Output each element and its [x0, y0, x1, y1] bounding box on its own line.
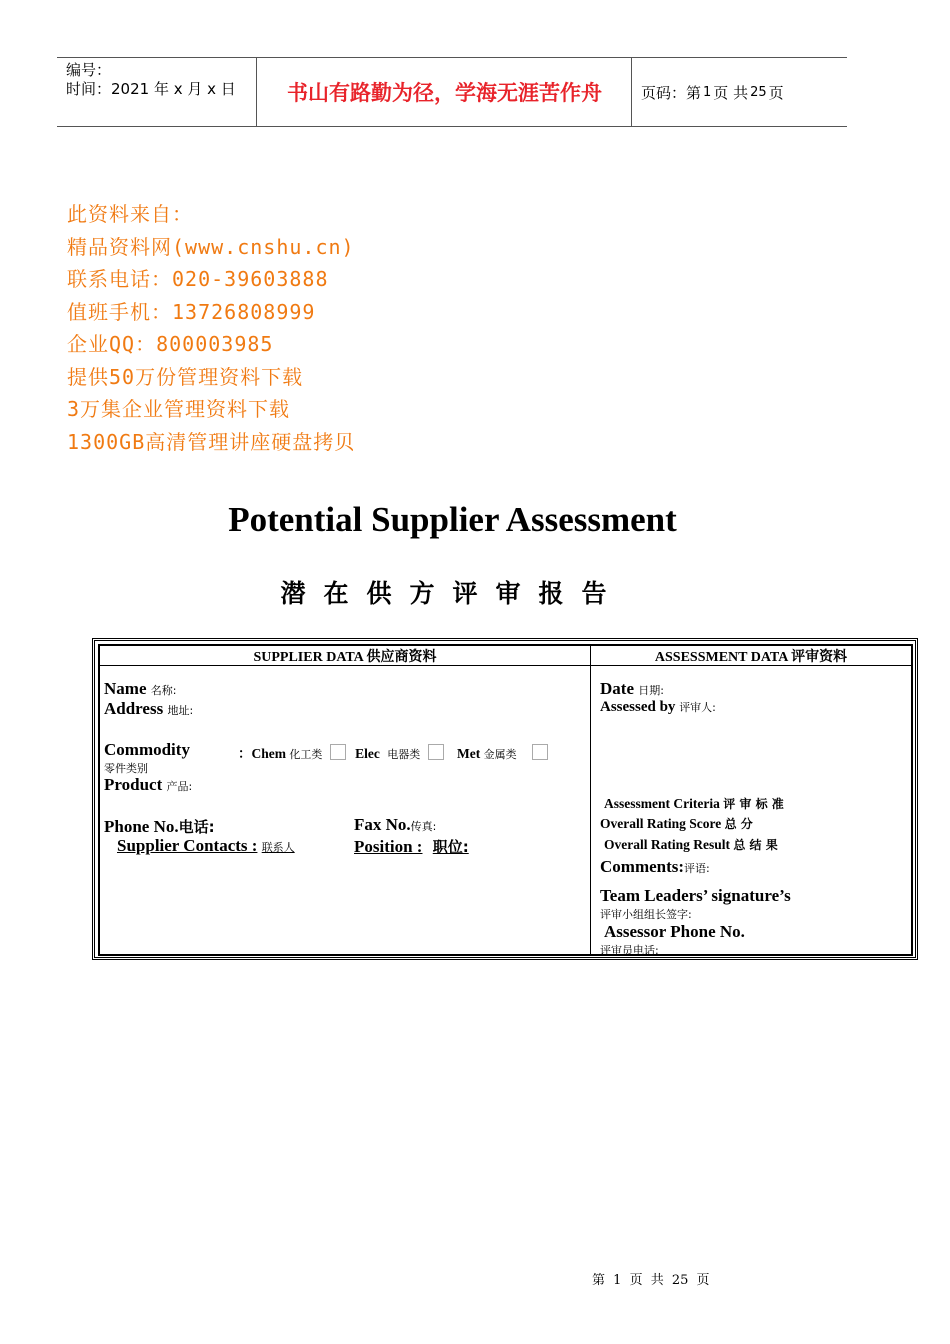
assessor-phone-label: Assessor Phone No. — [604, 922, 745, 941]
assessor-phone-label-cn: 评审员电话: — [600, 944, 659, 957]
commodity-label-cn: 零件类别 — [104, 762, 148, 775]
footer-page-total: 25 — [671, 1273, 689, 1288]
page-middle: 页 共 — [713, 83, 749, 102]
promo-line: 精品资料网(www.cnshu.cn) — [67, 234, 355, 259]
name-label-cn: 名称: — [150, 684, 177, 697]
overall-result-field[interactable] — [604, 836, 778, 853]
overall-result-label-cn: 总 结 果 — [733, 838, 778, 852]
assessed-by-field[interactable] — [600, 699, 716, 716]
footer-suffix: 页 — [696, 1273, 710, 1288]
column-divider — [590, 644, 591, 956]
overall-score-field[interactable] — [600, 815, 753, 832]
met-label-cn: 金属类 — [483, 748, 517, 761]
supplier-contacts-field[interactable] — [104, 836, 295, 856]
position-field[interactable] — [354, 836, 469, 857]
met-label: Met — [457, 746, 481, 761]
header-page-info — [632, 58, 847, 126]
time-label: 时间：2021 年 x 月 x 日 — [66, 80, 236, 98]
chem-checkbox[interactable] — [330, 744, 346, 760]
promo-block — [67, 198, 355, 458]
promo-line: 提供50万份管理资料下载 — [67, 364, 304, 389]
team-leaders-signature-label-cn: 评审小组组长签字: — [600, 908, 692, 921]
address-label-cn: 地址: — [167, 704, 194, 717]
comments-label-cn: 评语: — [684, 862, 710, 875]
comments-field[interactable] — [600, 857, 710, 877]
assessment-criteria-label-cn: 评 审 标 准 — [723, 797, 784, 811]
comments-label: Comments: — [600, 857, 685, 876]
document-header — [57, 57, 847, 127]
page-suffix: 页 — [768, 83, 784, 102]
position-label-cn: 职位: — [432, 838, 469, 856]
promo-line: 联系电话：020-39603888 — [67, 267, 329, 291]
name-field[interactable] — [104, 679, 176, 699]
fax-label-cn: 传真: — [410, 820, 437, 833]
date-label: Date — [600, 679, 634, 698]
assessment-criteria-label: Assessment Criteria — [604, 796, 720, 811]
phone-label: Phone No. — [104, 817, 179, 836]
product-label: Product — [104, 775, 163, 794]
promo-line: 1300GB高清管理讲座硬盘拷贝 — [67, 429, 356, 454]
product-field[interactable] — [104, 775, 192, 795]
overall-result-label: Overall Rating Result — [604, 837, 730, 852]
supplier-data-header: SUPPLIER DATA 供应商资料 — [253, 649, 437, 665]
fax-field[interactable] — [354, 815, 436, 835]
number-label: 编号： — [66, 61, 112, 79]
promo-line: 此资料来自： — [67, 202, 193, 226]
elec-label: Elec — [355, 746, 380, 761]
promo-line: 3万集企业管理资料下载 — [67, 397, 291, 421]
phone-field[interactable] — [104, 816, 215, 837]
assessment-criteria-field[interactable] — [604, 795, 784, 812]
form-table — [98, 644, 913, 956]
met-checkbox[interactable] — [532, 744, 548, 760]
supplier-contacts-label-cn: 联系人 — [261, 841, 295, 854]
page-prefix: 页码：第 — [641, 83, 702, 102]
date-field[interactable] — [600, 679, 664, 699]
assessment-data-header: ASSESSMENT DATA 评审资料 — [654, 649, 848, 665]
address-label: Address — [104, 699, 164, 718]
commodity-options — [238, 742, 548, 762]
document-title: Potential Supplier Assessment — [228, 500, 677, 539]
date-label-cn: 日期: — [638, 684, 664, 697]
header-meta-cell — [57, 58, 257, 126]
chem-label: ：Chem — [238, 746, 286, 761]
elec-checkbox[interactable] — [428, 744, 444, 760]
footer-middle: 页 共 — [629, 1273, 664, 1288]
position-label: Position : — [354, 837, 423, 856]
fax-label: Fax No. — [354, 815, 411, 834]
chem-label-cn: 化工类 — [289, 748, 323, 761]
page-total: 25 — [750, 84, 767, 100]
document-subtitle: 潜在供方评审报告 — [280, 579, 625, 608]
address-field[interactable] — [104, 699, 193, 719]
elec-label-cn: 电器类 — [387, 748, 421, 761]
page-number: 1 — [703, 84, 712, 100]
team-leaders-signature-label: Team Leaders’ signature’s — [600, 886, 791, 905]
name-label: Name — [104, 679, 147, 698]
overall-score-label: Overall Rating Score — [600, 816, 722, 831]
promo-line: 企业QQ：800003985 — [67, 332, 274, 356]
assessed-by-label-cn: 评审人: — [679, 701, 716, 714]
commodity-label: Commodity — [104, 740, 190, 759]
phone-label-cn: 电话: — [178, 818, 215, 836]
page-footer — [0, 1269, 950, 1288]
header-motto: 书山有路勤为径，学海无涯苦作舟 — [258, 58, 632, 126]
supplier-contacts-label: Supplier Contacts : — [117, 836, 258, 855]
footer-page-number: 1 — [613, 1273, 622, 1288]
promo-line: 值班手机：13726808999 — [67, 299, 316, 324]
footer-prefix: 第 — [592, 1273, 606, 1288]
overall-score-label-cn: 总 分 — [724, 817, 753, 831]
product-label-cn: 产品: — [166, 780, 193, 793]
assessed-by-label: Assessed by — [600, 699, 676, 715]
